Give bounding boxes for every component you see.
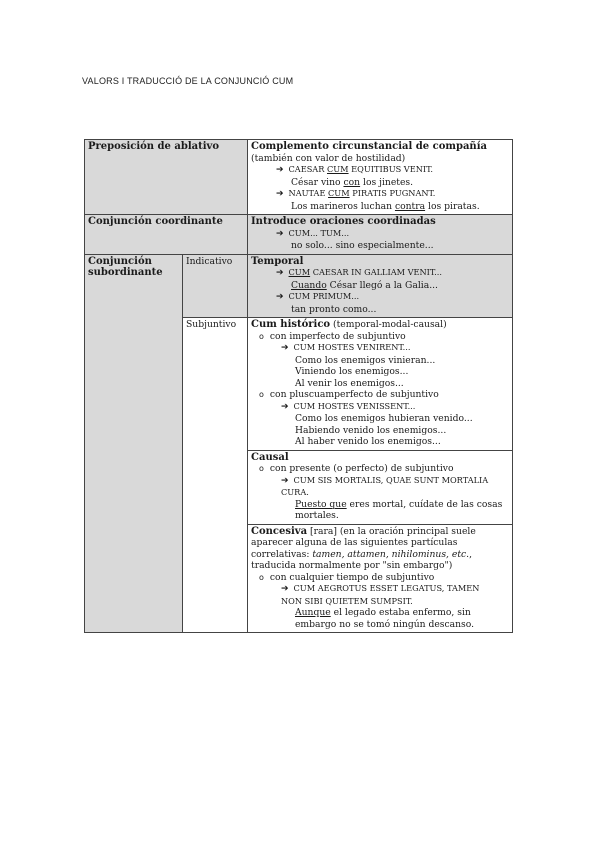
tr-text: Los marineros luchan — [291, 200, 395, 212]
label-coordinante — [85, 215, 248, 255]
label-indicativo-text: Indicativo — [186, 255, 233, 267]
arrow-icon: ➔ — [276, 292, 284, 302]
arrow-icon: ➔ — [276, 165, 284, 175]
heading-text: Concesiva — [251, 525, 308, 537]
note-text: , traducida normalmente por "sin embargo") — [251, 548, 473, 571]
label-subordinante — [85, 254, 183, 633]
row-subordinante-indicativo — [85, 254, 513, 318]
content-preposicion — [248, 140, 513, 215]
ex-text: CUM... TUM... — [288, 227, 350, 238]
tr-text: eres mortal, cuídate de las cosas mortales. — [295, 498, 503, 521]
example-cum-primum — [251, 291, 509, 304]
note-particles: tamen, attamen, nihilominus, etc. — [312, 548, 470, 560]
example-cum-aegrotus — [251, 583, 509, 607]
bullet-pluscuamperfecto — [251, 389, 509, 401]
tr-text: el legado estaba enfermo, sin embargo no se tomó ningún descanso. — [295, 607, 475, 630]
content-coordinante — [248, 215, 513, 255]
ex-cum: CUM — [328, 188, 350, 198]
translation-tan-pronto: tan pronto como... — [291, 303, 377, 315]
content-causal — [248, 450, 513, 524]
example-cum-tum — [251, 228, 509, 241]
ex-cum: CUM — [288, 267, 311, 277]
arrow-icon: ➔ — [276, 189, 284, 199]
arrow-icon: ➔ — [276, 268, 284, 278]
translation-habiendo-venido: Habiendo venido los enemigos... — [295, 424, 447, 436]
bullet-icon: o — [259, 464, 264, 473]
ex-cum: CUM — [327, 164, 349, 174]
heading-coordinadas: Introduce oraciones coordinadas — [251, 216, 436, 227]
row-coordinante — [85, 215, 513, 255]
heading-text: Cum histórico — [251, 319, 331, 330]
bullet-text: con presente (o perfecto) de subjuntivo — [269, 463, 454, 474]
tr-aunque: Aunque — [295, 607, 331, 618]
translation-al-venir: Al venir los enemigos... — [295, 377, 404, 389]
translation-cesar — [251, 177, 509, 189]
translation-marineros — [251, 201, 509, 213]
tr-text: los jinetes. — [360, 176, 414, 188]
translation-no-solo: no solo... sino especialmente... — [291, 240, 434, 251]
translation-vinieran: Como los enemigos vinieran... — [295, 354, 436, 366]
tr-cuando: Cuando — [291, 279, 327, 291]
bullet-icon: o — [259, 572, 264, 582]
ex-text: CUM HOSTES VENIRENT... — [293, 342, 411, 352]
arrow-icon: ➔ — [276, 228, 284, 239]
label-subjuntivo — [183, 318, 248, 633]
label-subordinante-text: Conjunción subordinante — [88, 255, 163, 278]
tr-text: César llegó a la Galia... — [326, 279, 438, 291]
translation-hubieran-venido: Como los enemigos hubieran venido... — [295, 413, 473, 424]
example-caesar — [251, 164, 509, 177]
cum-values-table — [84, 139, 513, 633]
translation-aunque — [251, 607, 509, 630]
content-cum-historico — [248, 318, 513, 451]
ex-text: CUM SIS MORTALIS, QUAE SUNT MORTALIA CURA. — [281, 474, 489, 497]
example-hostes-venissent — [251, 401, 509, 414]
bullet-text: con cualquier tiempo de subjuntivo — [269, 571, 435, 583]
bullet-presente — [251, 463, 509, 475]
translation-cuando — [251, 280, 509, 292]
example-cum-sis-mortalis — [251, 475, 509, 499]
ex-text: CUM PRIMUM... — [288, 291, 360, 301]
tr-text: César vino — [291, 176, 344, 188]
tr-contra: contra — [394, 200, 426, 212]
tr-con: con — [343, 176, 361, 188]
content-concesiva — [248, 524, 513, 633]
ex-text: EQUITIBUS VENIT. — [348, 164, 433, 174]
tr-text: los piratas. — [425, 200, 480, 212]
arrow-icon: ➔ — [281, 343, 289, 353]
translation-puesto-que — [251, 499, 509, 522]
heading-note: (temporal-modal-causal) — [330, 319, 447, 330]
document-title: VALORS I TRADUCCIÓ DE LA CONJUNCIÓ CUM — [82, 76, 294, 86]
tr-puesto-que: Puesto que — [295, 498, 347, 510]
example-nautae — [251, 188, 509, 201]
label-coordinante-text: Conjunción coordinante — [88, 216, 223, 227]
bullet-text: con imperfecto de subjuntivo — [269, 330, 406, 342]
label-preposicion-text: Preposición de ablativo — [88, 141, 220, 152]
label-preposicion — [85, 140, 248, 215]
label-subjuntivo-text: Subjuntivo — [186, 319, 237, 330]
label-indicativo — [183, 254, 248, 318]
content-temporal — [248, 254, 513, 318]
note-hostilidad: (también con valor de hostilidad) — [251, 152, 406, 164]
ex-text: CAESAR IN GALLIAM VENIT... — [310, 267, 442, 277]
example-hostes-venirent — [251, 342, 509, 355]
arrow-icon: ➔ — [281, 401, 289, 412]
translation-al-haber-venido: Al haber venido los enemigos... — [295, 436, 441, 447]
bullet-icon: o — [259, 390, 264, 399]
bullet-imperfecto — [251, 331, 509, 343]
note-text: [rara] (en la oración principal suele aparecer alguna de las siguientes partículas correlativas: — [251, 525, 476, 560]
row-preposicion — [85, 140, 513, 215]
heading-concesiva — [251, 526, 509, 572]
heading-temporal: Temporal — [251, 255, 304, 267]
heading-cum-historico — [251, 319, 509, 331]
bullet-icon: o — [259, 331, 264, 341]
heading-compania: Complemento circunstancial de compañía — [251, 141, 487, 152]
translation-viniendo: Viniendo los enemigos... — [295, 366, 409, 377]
arrow-icon: ➔ — [281, 584, 289, 594]
heading-causal: Causal — [251, 451, 289, 463]
ex-text: NAUTAE — [288, 188, 329, 198]
example-cum-caesar-galliam — [251, 267, 509, 280]
ex-text: CUM AEGROTUS ESSET LEGATUS, TAMEN NON SIBI QUIETEM SUMPSIT. — [281, 583, 480, 606]
ex-text: CUM HOSTES VENISSENT... — [293, 400, 416, 411]
ex-text: CAESAR — [288, 164, 327, 174]
ex-text: PIRATIS PUGNANT. — [349, 188, 436, 198]
arrow-icon: ➔ — [281, 475, 289, 486]
bullet-cualquier-tiempo — [251, 572, 509, 584]
bullet-text: con pluscuamperfecto de subjuntivo — [269, 389, 439, 400]
